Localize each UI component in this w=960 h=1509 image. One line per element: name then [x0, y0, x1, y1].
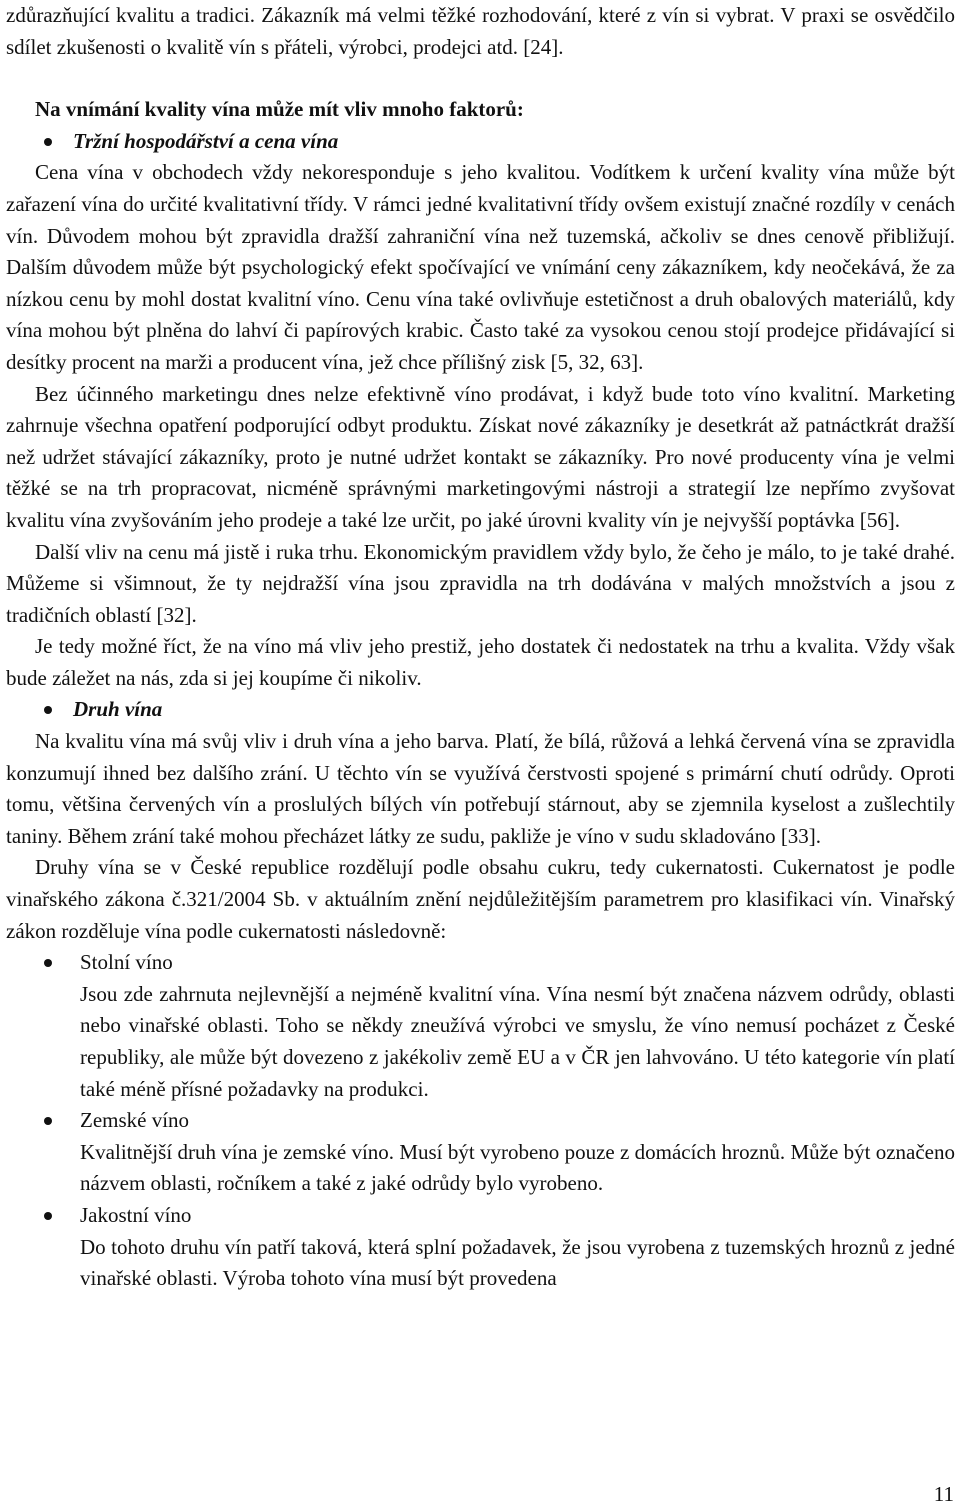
bullet-item-market	[6, 126, 955, 158]
market-paragraph-4: Je tedy možné říct, že na víno má vliv jeho prestiž, jeho dostatek či nedostatek na trhu a kvalita. Vždy však bude záležet na nás, zda si jej koupíme či nikoliv.	[6, 634, 955, 690]
list-item-stolni	[6, 947, 955, 1105]
list-item-title	[6, 947, 955, 979]
market-paragraph-3: Další vliv na cenu má jistě i ruka trhu. Ekonomickým pravidlem vždy bylo, že čeho je málo, to je také drahé. Můžeme si všimnout, že ty nejdražší vína jsou zpravidla na trh dodávána v malých množstvích a jsou z tradičních oblastí [32].	[6, 539, 955, 627]
page-number: 11	[933, 1482, 954, 1506]
wine-type-name: Zemské víno	[80, 1108, 190, 1133]
list-item-title	[6, 1200, 955, 1232]
wine-type-description: Jsou zde zahrnuta nejlevnější a nejméně kvalitní vína. Vína nesmí být značena názvem odrůdy, oblasti nebo vinařské oblasti. Toho se někdy zneužívá výrobci ve smyslu, že víno nemusí pocházet z České republiky, ale může být dovezeno z jakékoliv země EU a v ČR jen lahvováno. U této kategorie vín platí také méně přísné požadavky na produkci.	[80, 981, 955, 1101]
intro-paragraph: zdůrazňující kvalitu a tradici. Zákazník má velmi těžké rozhodování, které z vín si vybrat. V praxi se osvědčilo sdílet zkušenosti o kvalitě vín s přáteli, výrobci, prodejci atd. [24].	[6, 3, 955, 59]
bullet-item-wine-type	[6, 694, 955, 726]
wine-type-paragraph-1: Na kvalitu vína má svůj vliv i druh vína a jeho barva. Platí, že bílá, růžová a lehká červená vína se zpravidla konzumují ihned bez dalšího zrání. U těchto vín se využívá čerstvosti spojené s primární chutí odrůdy. Oproti tomu, většina červených vín a proslulých bílých vín potřebují stárnout, aby se zjemnila kyselost a zušlechtily taniny. Během zrání také mohou přecházet látky ze sudu, pakliže je víno v sudu skladováno [33].	[6, 729, 955, 848]
bullet-title-wine-type: Druh vína	[73, 697, 163, 722]
list-item-zemske	[6, 1105, 955, 1200]
wine-type-name: Jakostní víno	[80, 1202, 192, 1227]
document-page	[6, 0, 955, 1295]
wine-type-paragraph-2: Druhy vína se v České republice rozdělují podle obsahu cukru, tedy cukernatosti. Cukernatost je podle vinařského zákona č.321/2004 Sb. v aktuálním znění nejdůležitějším parametrem pro klasifikaci vín. Vinařský zákon rozděluje vína podle cukernatosti následovně:	[6, 855, 955, 943]
wine-type-description: Do tohoto druhu vín patří taková, která splní požadavek, že jsou vyrobena z tuzemských hroznů z jedné vinařské oblasti. Výroba tohoto vína musí být provedena	[80, 1234, 955, 1291]
market-paragraph-1: Cena vína v obchodech vždy nekoresponduje s jeho kvalitou. Vodítkem k určení kvality vína může být zařazení vína do určité kvalitativní třídy. V rámci jedné kvalitativní třídy ovšem existují značné rozdíly v cenách vín. Důvodem mohou být zpravidla dražší zahraniční vína než tuzemská, ačkoliv se dnes cenově přibližují. Dalším důvodem může být psychologický efekt spočívající ve vnímání ceny zákazníkem, kdy neočekává, že za nízkou cenu by mohl dostat kvalitní víno. Cenu vína také ovlivňuje estetičnost a druh obalových materiálů, kdy vína mohou být plněna do lahví či papírových krabic. Často také za vysokou cenou stojí prodejce přidávající si desítky procent na marži a producent vína, jež chce přílišný zisk [5, 32, 63].	[6, 160, 955, 374]
bullet-icon	[44, 959, 52, 967]
wine-type-description: Kvalitnější druh vína je zemské víno. Musí být vyrobeno pouze z domácích hroznů. Může být označeno názvem oblasti, ročníkem a také z jaké odrůdy bylo vyrobeno.	[80, 1139, 955, 1196]
list-item-title	[6, 1105, 955, 1137]
bullet-icon	[44, 1212, 52, 1220]
wine-type-name: Stolní víno	[80, 950, 173, 975]
market-paragraph-2: Bez účinného marketingu dnes nelze efektivně víno prodávat, i když bude toto víno kvalitní. Marketing zahrnuje všechna opatření podporující odbyt produktu. Získat nové zákazníky je desetkrát až patnáctkrát dražší než udržet stávající zákazníky, proto je nutné udržet kontakt se zákazníky. Pro nové producenty vína je velmi těžké se na trh propracovat, nicméně správnými marketingovými nástroji a strategií lze nepřímo zvyšovat kvalitu vína zvyšováním jeho prodeje a také lze určit, po jaké úrovni kvality vín je nejvyšší poptávka [56].	[6, 381, 955, 532]
bullet-icon	[44, 138, 52, 146]
list-item-jakostni	[6, 1200, 955, 1295]
bullet-icon	[44, 1117, 52, 1125]
bullet-title-market: Tržní hospodářství a cena vína	[73, 128, 339, 153]
section-heading: Na vnímání kvality vína může mít vliv mnoho faktorů:	[35, 97, 524, 122]
bullet-icon	[44, 706, 52, 714]
